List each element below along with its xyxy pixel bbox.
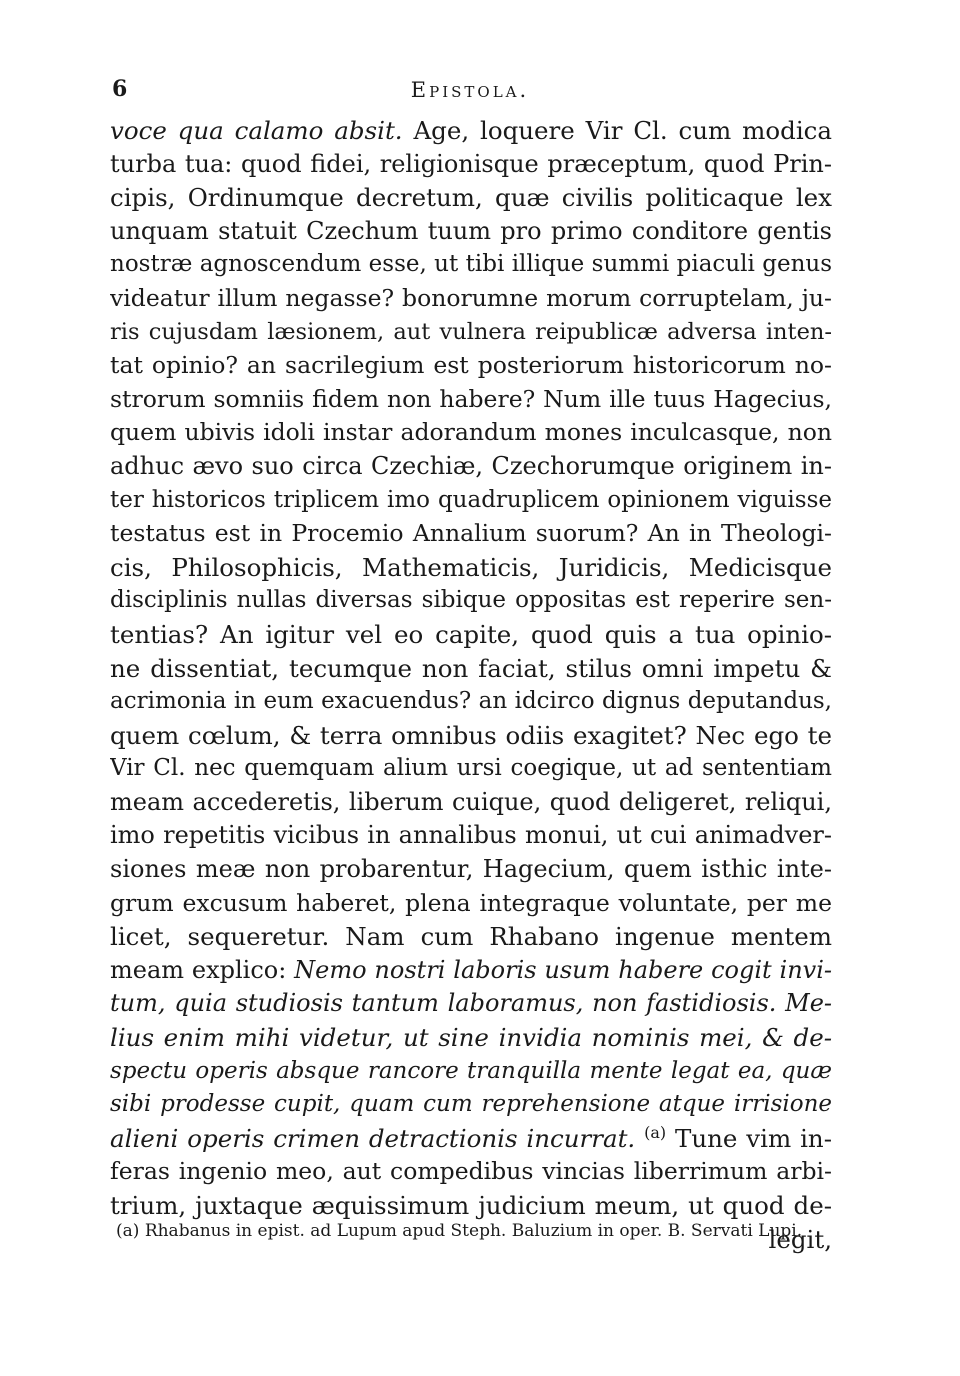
text-segment: quem cœlum, & terra omnibus odiis exagitet? Nec ego te (110, 720, 832, 750)
text-segment (635, 1124, 644, 1153)
text-line (110, 920, 832, 954)
text-line (110, 1088, 832, 1122)
text-segment: videatur illum negasse? bonorumne morum corruptelam, ju- (110, 283, 832, 312)
text-segment: ris cujusdam læsionem, aut vulnera reipublicæ adversa inten- (110, 318, 832, 345)
text-line (110, 987, 832, 1021)
text-line (110, 215, 832, 249)
text-line (110, 1155, 832, 1189)
text-segment: siones meæ non probarentur, Hagecium, quem isthic inte- (110, 855, 832, 884)
text-segment: unquam statuit Czechum tuum pro primo conditore gentis (110, 216, 832, 245)
text-line (110, 316, 832, 350)
text-segment: licet, sequeretur. Nam cum Rhabano ingenue mentem (110, 922, 832, 952)
text-line (110, 114, 832, 148)
text-line (110, 517, 832, 551)
text-segment: lius enim mihi videtur, ut sine invidia nominis mei, & de- (110, 1023, 832, 1053)
text-segment: nostræ agnoscendum esse, ut tibi illique summi piaculi genus (110, 251, 832, 278)
text-segment: sibi prodesse cupit, quam cum reprehensione atque irrisione (110, 1091, 832, 1118)
text-line (110, 752, 832, 786)
text-line (110, 181, 832, 215)
text-segment: tentias? An igitur vel eo capite, quod quis a tua opinio- (110, 619, 832, 649)
text-segment: imo repetitis vicibus in annalibus monui, ut cui animadver- (110, 821, 832, 850)
text-segment: turba tua: quod fidei, religionisque præceptum, quod Prin- (110, 149, 832, 178)
text-segment: feras ingenio meo, aut compedibus vincias liberrimum arbi- (110, 1157, 832, 1186)
text-segment: ne dissentiat, tecumque non faciat, stilus omni impetu & (110, 653, 832, 683)
text-line (110, 383, 832, 417)
text-line (110, 584, 832, 618)
text-line (110, 349, 832, 383)
text-line (110, 618, 832, 652)
text-line (110, 450, 832, 484)
text-segment: disciplinis nullas diversas sibique oppositas est reperire sen- (110, 587, 832, 614)
text-segment: meam accederetis, liberum cuique, quod deligeret, reliqui, (110, 787, 832, 816)
text-segment: tum, quia studiosis tantum laboramus, non fastidiosis. Me- (110, 989, 832, 1018)
body-text (110, 114, 832, 1256)
text-segment: ter historicos triplicem imo quadruplicem opinionem viguisse (110, 486, 832, 513)
text-line (110, 819, 832, 853)
text-line (110, 719, 832, 753)
text-segment: strorum somniis fidem non habere? Num ille tuus Hagecius, (110, 384, 832, 413)
text-line (110, 887, 832, 921)
text-segment: acrimonia in eum exacuendus? an idcirco dignus deputandus, (110, 688, 832, 715)
text-segment: Nemo nostri laboris usum habere cogit invi- (294, 955, 832, 984)
text-segment: Vir Cl. nec quemquam alium ursi coegique, ut ad sententiam (110, 755, 832, 782)
footnote-text: Rhabanus in epist. ad Lupum apud Steph. Baluzium in oper. B. Servati Lupi. (144, 1221, 803, 1241)
footnote-reference: (a) (644, 1122, 667, 1142)
text-segment: meam explico: (110, 955, 295, 984)
page-number: 6 (112, 76, 128, 102)
text-segment: alieni operis crimen detractionis incurrat. (110, 1123, 636, 1153)
running-head: Epistola. (410, 78, 530, 102)
text-segment: grum excusum haberet, plena integraque voluntate, per me (110, 888, 832, 917)
page-header (112, 70, 828, 110)
text-segment: spectu operis absque rancore tranquilla mente legat ea, quæ (110, 1057, 832, 1084)
text-segment: Age, loquere Vir Cl. cum modica (402, 116, 832, 145)
text-line (110, 416, 832, 450)
text-line (110, 786, 832, 820)
text-line (110, 484, 832, 518)
text-segment: voce qua calamo absit. (110, 116, 403, 145)
text-line (110, 551, 832, 585)
footnote-marker: (a) (116, 1221, 140, 1241)
text-segment: quem ubivis idoli instar adorandum mones inculcasque, non (110, 418, 832, 447)
text-segment: cis, Philosophicis, Mathematicis, Juridicis, Medicisque (110, 552, 832, 582)
text-line (110, 248, 832, 282)
text-line (110, 282, 832, 316)
text-line (110, 1055, 832, 1089)
text-line (110, 652, 832, 686)
text-segment: tat opinio? an sacrilegium est posteriorum historicorum no- (110, 351, 832, 380)
text-segment: trium, juxtaque æquissimum judicium meum, ut quod de- (110, 1191, 832, 1220)
text-segment: legit, (768, 1224, 832, 1254)
text-line (110, 685, 832, 719)
text-line (110, 148, 832, 182)
text-line (110, 853, 832, 887)
text-segment: Tune vim in- (666, 1123, 832, 1153)
text-line (110, 954, 832, 988)
text-segment: testatus est in Procemio Annalium suorum? An in Theologi- (110, 519, 832, 548)
footnote (116, 1218, 832, 1244)
text-line (110, 1122, 832, 1156)
text-line (110, 1021, 832, 1055)
text-segment: adhuc ævo suo circa Czechiæ, Czechorumque originem in- (110, 451, 832, 480)
text-segment: cipis, Ordinumque decretum, quæ civilis politicaque lex (110, 183, 832, 213)
